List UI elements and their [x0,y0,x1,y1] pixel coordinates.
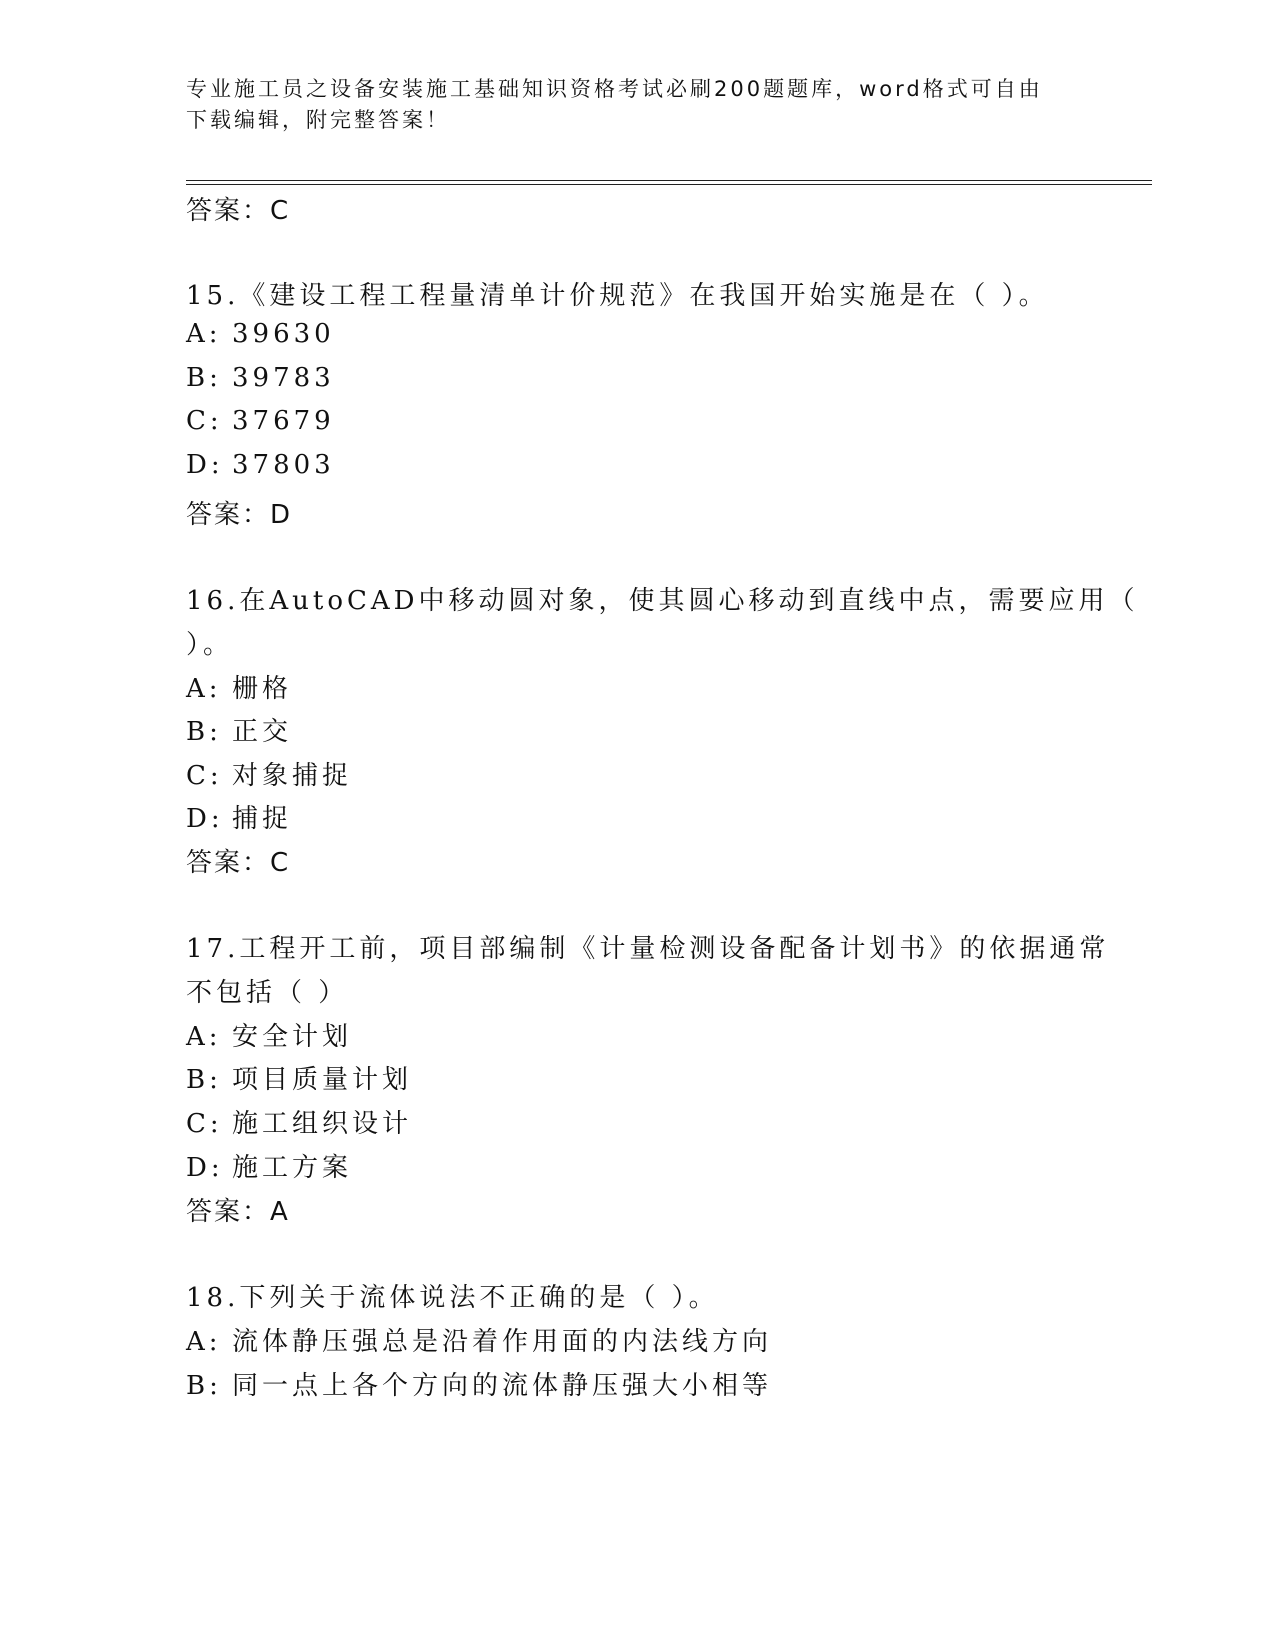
option-label: B: [186,1065,222,1095]
option-text: 37803 [232,450,335,480]
question-17-answer: 答案：A [186,1197,290,1227]
option-text: 捕捉 [232,804,293,834]
header-rule-bottom [186,184,1152,185]
option-text: 流体静压强总是沿着作用面的内法线方向 [232,1327,773,1357]
question-16-option-c [186,755,352,792]
question-17-option-a [186,1016,352,1053]
question-17-text-line-1: 17.工程开工前，项目部编制《计量检测设备配备计划书》的依据通常 [186,934,1110,964]
question-16-text-line-1: 16.在AutoCAD中移动圆对象，使其圆心移动到直线中点，需要应用（ [186,586,1139,616]
option-label: A: [186,319,222,349]
header-line-1: 专业施工员之设备安装施工基础知识资格考试必刷200题题库，word格式可自由 [186,77,1043,101]
question-16-text-line-2: ）。 [186,630,234,660]
option-label: D: [186,1153,224,1183]
question-17-text-line-2: 不包括（ ） [186,978,349,1008]
question-15-option-c [186,406,335,436]
option-text: 39630 [232,319,335,349]
answer-previous: 答案：C [186,196,291,226]
option-label: C: [186,1109,223,1139]
option-label: B: [186,1371,222,1401]
page-header [186,74,1066,136]
question-15-option-d [186,450,335,480]
question-15-text: 15.《建设工程工程量清单计价规范》在我国开始实施是在（ ）。 [186,281,1049,311]
option-text: 安全计划 [232,1022,353,1052]
question-16-option-d [186,798,292,835]
option-text: 正交 [232,717,293,747]
option-text: 37679 [232,406,335,436]
option-text: 同一点上各个方向的流体静压强大小相等 [232,1371,773,1401]
question-18-text: 18.下列关于流体说法不正确的是（ ）。 [186,1283,719,1313]
option-label: C: [186,761,223,791]
question-16-option-b [186,711,292,748]
option-text: 项目质量计划 [232,1065,413,1095]
option-text: 施工方案 [232,1153,353,1183]
question-17-option-c [186,1103,412,1140]
option-label: A: [186,674,222,704]
option-label: A: [186,1022,222,1052]
option-text: 39783 [232,363,335,393]
question-15-answer: 答案：D [186,500,293,530]
option-label: B: [186,717,222,747]
question-15-option-a [186,319,335,349]
option-label: B: [186,363,222,393]
option-label: D: [186,450,224,480]
question-16-answer: 答案：C [186,848,291,878]
question-17-option-b [186,1059,412,1096]
option-label: A: [186,1327,222,1357]
question-17-option-d [186,1147,352,1184]
option-label: C: [186,406,223,436]
question-16-option-a [186,668,292,705]
header-line-2: 下载编辑，附完整答案！ [186,108,450,132]
question-15-option-b [186,363,335,393]
option-text: 栅格 [232,674,293,704]
question-18-option-a [186,1321,772,1358]
header-rule-top [186,180,1152,181]
option-text: 对象捕捉 [232,761,353,791]
question-18-option-b [186,1365,772,1402]
option-label: D: [186,804,224,834]
option-text: 施工组织设计 [232,1109,413,1139]
